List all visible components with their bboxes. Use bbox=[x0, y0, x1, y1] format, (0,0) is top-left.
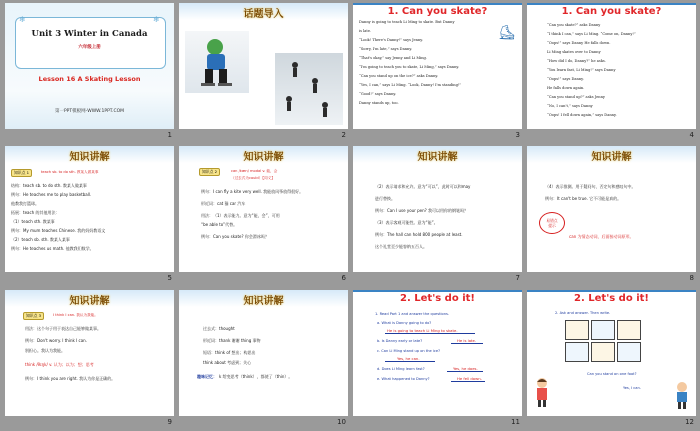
slide-number: 8 bbox=[689, 274, 694, 282]
slide-number: 5 bbox=[167, 274, 172, 282]
slide-10-canvas bbox=[179, 290, 348, 416]
answer-text: Yes, he does. bbox=[453, 366, 478, 371]
note-line: 他教我打篮球。 bbox=[11, 201, 39, 206]
slide-thumbnail-10[interactable] bbox=[179, 290, 348, 425]
snowflake-icon-right: ❄ bbox=[153, 15, 160, 24]
question-line: a. What is Danny going to do? bbox=[377, 321, 432, 325]
note-line: 例句：The hall can hold 800 people at least. bbox=[375, 232, 463, 237]
answer-text: Yes, he can. bbox=[397, 356, 420, 361]
note-line: 例句：It can't be true. 它不可能是真的。 bbox=[545, 196, 622, 201]
slide-title: 1. Can you skate? bbox=[387, 6, 488, 17]
slide-thumbnail-7[interactable] bbox=[353, 146, 522, 281]
slide-8-canvas bbox=[527, 146, 696, 272]
slide-title: Unit 3 Winter in Canada bbox=[31, 29, 148, 39]
answer-line bbox=[451, 343, 483, 344]
note-line: “be able to”代替。 bbox=[201, 222, 238, 227]
activity-picture bbox=[565, 320, 589, 340]
story-line: “Good!” says Danny. bbox=[359, 92, 397, 96]
tip-label: 易错点 bbox=[546, 218, 558, 223]
story-line: “Yes, I can,” says Li Ming. “Look, Danny! I'm standing!” bbox=[359, 83, 462, 87]
knowledge-badge: 知识点 1 bbox=[11, 169, 32, 177]
answer-line bbox=[447, 371, 483, 372]
slide-number: 4 bbox=[689, 131, 694, 139]
story-line: “Can you stand up on the ice?” asks Danny. bbox=[359, 74, 439, 78]
note-line: think about 考虑到；关心 bbox=[203, 360, 252, 365]
top-stripe bbox=[353, 3, 522, 5]
story-line: “I think I can,” says Li Ming. “Come on, Danny!” bbox=[547, 32, 636, 36]
slide-thumbnail-4[interactable] bbox=[527, 3, 696, 138]
slide-title: 知识讲解 bbox=[69, 296, 110, 307]
slide-thumbnail-2[interactable] bbox=[179, 3, 348, 138]
story-line: “Oops!” says Danny. bbox=[547, 77, 584, 81]
girl-character-icon bbox=[533, 376, 551, 408]
note-line: （4）表示推测。用于疑问句、否定句和感叹句中。 bbox=[545, 184, 636, 189]
note-line: think /θɪŋk/ v. 认为；以为；想；思考 bbox=[25, 362, 94, 367]
slide-thumbnail-3[interactable] bbox=[353, 3, 522, 138]
note-line: 结构：teach sb. to do sth. 教某人做某事 bbox=[11, 183, 87, 188]
question-line: e. What happened to Danny? bbox=[377, 377, 430, 381]
site-label: 第一PPT模板网-WWW.1PPT.COM bbox=[54, 109, 125, 114]
slide-5-canvas bbox=[5, 146, 174, 272]
answer-line bbox=[385, 333, 475, 334]
story-line: is late. bbox=[359, 29, 372, 33]
slide-4-canvas bbox=[527, 3, 696, 129]
story-line: “Look! There's Danny!” says Jenny. bbox=[359, 38, 423, 42]
slide-title: 1. Can you skate? bbox=[561, 6, 662, 17]
slide-9-canvas bbox=[5, 290, 174, 416]
slide-6-canvas bbox=[179, 146, 348, 272]
top-stripe bbox=[527, 290, 696, 292]
note-line: 例句：Can you skate? 你会滑冰吗？ bbox=[201, 234, 269, 239]
slide-title: 知识讲解 bbox=[417, 152, 458, 163]
question-line: c. Can Li Ming stand up on the ice? bbox=[377, 349, 440, 353]
snow-border bbox=[15, 17, 166, 69]
tip-label-2: 提示 bbox=[548, 223, 556, 228]
slide-number: 9 bbox=[167, 418, 172, 426]
note-line: 形近词：cat 猫 car 汽车 bbox=[201, 201, 246, 206]
activity-picture bbox=[565, 342, 589, 362]
story-line: “Oops!” says Danny He falls down. bbox=[547, 41, 611, 45]
activity-picture bbox=[617, 320, 641, 340]
slide-thumbnail-5[interactable] bbox=[5, 146, 174, 281]
note-line: 例句：Don't worry. I think I can. bbox=[25, 338, 87, 343]
slide-title: 知识讲解 bbox=[243, 152, 284, 163]
ice-skaters-photo bbox=[275, 53, 343, 125]
slide-number: 7 bbox=[515, 274, 520, 282]
activity-picture bbox=[591, 320, 615, 340]
note-line: 过去式：thought bbox=[203, 326, 235, 331]
memo-label: 趣味记忆： bbox=[197, 374, 217, 379]
slide-number: 3 bbox=[515, 131, 520, 139]
note-line: 进行替换。 bbox=[375, 196, 395, 201]
note-line: 用法：这个句子用于表达自己能够做某事。 bbox=[25, 326, 101, 331]
story-line: “How did I do, Danny?” he asks. bbox=[547, 59, 606, 63]
question-line: b. Is Danny early or late? bbox=[377, 339, 423, 343]
story-line: Danny is going to teach Li Ming to skate. But Danny bbox=[359, 20, 455, 24]
note-line: 例句：My mum teaches Chinese. 我的妈妈教语文 bbox=[11, 228, 106, 233]
key-phrase-sub: （过去式为could）【同义】 bbox=[231, 176, 275, 180]
knowledge-badge: 知识点 3 bbox=[23, 312, 44, 320]
note-line: 例句：I think you are right. 我认为你是正确的。 bbox=[25, 376, 116, 381]
tip-text: can 为情态动词，后面接动词原形。 bbox=[569, 234, 634, 239]
answer-text: He is late. bbox=[457, 338, 477, 343]
note-line: 拓展：teach 的其他用法： bbox=[11, 210, 60, 215]
skater-figure-icon: ⛸ bbox=[498, 25, 516, 41]
knowledge-badge: 知识点 2 bbox=[199, 168, 220, 176]
slide-title: 2. Let's do it! bbox=[574, 293, 649, 304]
slide-2-canvas bbox=[179, 3, 348, 129]
story-line: “Can you skate?” asks Danny bbox=[547, 23, 601, 27]
story-line: “No, I can't,” says Danny bbox=[547, 104, 593, 108]
boy-character-icon bbox=[673, 380, 691, 410]
slide-number: 1 bbox=[167, 131, 172, 139]
note-line: 例句：I can fly a kite very well. 我能放风筝放得很好。 bbox=[201, 189, 304, 194]
grade-label: 六年级上册 bbox=[78, 45, 101, 50]
slide-title: 知识讲解 bbox=[591, 152, 632, 163]
slide-thumbnail-9[interactable] bbox=[5, 290, 174, 425]
slide-thumbnail-6[interactable] bbox=[179, 146, 348, 281]
lesson-title: Lesson 16 A Skating Lesson bbox=[38, 75, 141, 83]
slide-number: 6 bbox=[341, 274, 346, 282]
snowflake-icon: ❄ bbox=[19, 15, 26, 24]
story-line: “Sorry, I'm late,” says Danny. bbox=[359, 47, 413, 51]
slide-number: 11 bbox=[511, 418, 520, 426]
dialogue-question: Can you stand on one foot? bbox=[587, 372, 637, 376]
story-line: “I'm going to teach you to skate, Li Ming,” says Danny. bbox=[359, 65, 460, 69]
story-line: Danny stands up, too. bbox=[359, 101, 399, 105]
key-phrase: can /kæn/ modal v. 能，会 bbox=[231, 169, 278, 173]
note-line: 例句：He teaches me to play basketball. bbox=[11, 192, 92, 197]
question-line: 1. Read Part 1 and answer the questions. bbox=[375, 312, 450, 316]
slide-11-canvas bbox=[353, 290, 522, 416]
slide-thumbnail-11[interactable] bbox=[353, 290, 522, 425]
slide-thumbnail-8[interactable] bbox=[527, 146, 696, 281]
story-line: “Oops! I fell down again,” says Danny. bbox=[547, 113, 617, 117]
story-line: “Can you stand up?” asks Jenny bbox=[547, 95, 605, 99]
slide-thumbnail-1[interactable] bbox=[5, 3, 174, 138]
slide-number: 2 bbox=[341, 131, 346, 139]
note-line: （1）teach sth. 教某事 bbox=[11, 219, 55, 224]
slide-title: 话题导入 bbox=[243, 9, 284, 20]
slide-1-canvas bbox=[5, 3, 174, 129]
story-line: Li Ming skates over to Danny bbox=[547, 50, 601, 54]
memo-text: k 给变思考（think），都使了（thin）。 bbox=[219, 374, 293, 379]
story-line: “You learn fast, Li Ming!” says Danny bbox=[547, 68, 616, 72]
note-line: 用法：（1）表示能力。意为“能，会”，可用 bbox=[201, 213, 280, 218]
answer-line bbox=[451, 381, 485, 382]
slide-12-canvas bbox=[527, 290, 696, 416]
key-phrase: I think I can. 我认为我能。 bbox=[53, 313, 98, 317]
answer-text: He is going to teach Li Ming to skate. bbox=[387, 328, 458, 333]
slide-3-canvas bbox=[353, 3, 522, 129]
activity-picture-grid bbox=[565, 320, 641, 362]
slide-title: 知识讲解 bbox=[69, 152, 110, 163]
top-stripe bbox=[527, 3, 696, 5]
slide-thumbnail-12[interactable] bbox=[527, 290, 696, 425]
note-line: （2）teach sb. sth. 教某人某事 bbox=[11, 237, 70, 242]
story-line: “That's okay,” say Jenny and Li Ming. bbox=[359, 56, 427, 60]
note-line: 形近词：thank 谢谢 thing 事物 bbox=[203, 338, 261, 343]
note-line: 例句：Can I use your pen? 我可以用你的钢笔吗？ bbox=[375, 208, 469, 213]
skating-child-photo bbox=[185, 31, 249, 93]
note-line: 例句：He teaches us math. 他教我们数学。 bbox=[11, 246, 94, 251]
slide-number: 10 bbox=[337, 418, 346, 426]
note-line: 别担心。我认为我能。 bbox=[25, 348, 65, 353]
tip-bubble bbox=[539, 212, 565, 234]
dialogue-answer: Yes, I can. bbox=[623, 386, 641, 390]
question-line: d. Does Li Ming learn fast? bbox=[377, 367, 425, 371]
task-line: 2. Ask and answer. Then write. bbox=[555, 311, 611, 315]
story-line: He falls down again. bbox=[547, 86, 585, 90]
slide-number: 12 bbox=[685, 418, 694, 426]
answer-text: He fell down. bbox=[457, 376, 482, 381]
note-line: （3）表示客观可能性。意为“能”。 bbox=[375, 220, 438, 225]
activity-picture bbox=[617, 342, 641, 362]
slide-title: 知识讲解 bbox=[243, 296, 284, 307]
activity-picture bbox=[591, 342, 615, 362]
note-line: 短语：think of 想出；构思出 bbox=[203, 350, 256, 355]
key-phrase: teach sb. to do sth. 教某人做某事 bbox=[41, 170, 99, 174]
top-stripe bbox=[353, 290, 522, 292]
slide-title: 2. Let's do it! bbox=[400, 293, 475, 304]
slide-7-canvas bbox=[353, 146, 522, 272]
note-line: 这个礼堂至少能容纳五百人。 bbox=[375, 244, 427, 249]
answer-line bbox=[385, 361, 435, 362]
note-line: （2）表示请求和允许。意为“可以”，此时可以和may bbox=[375, 184, 471, 189]
